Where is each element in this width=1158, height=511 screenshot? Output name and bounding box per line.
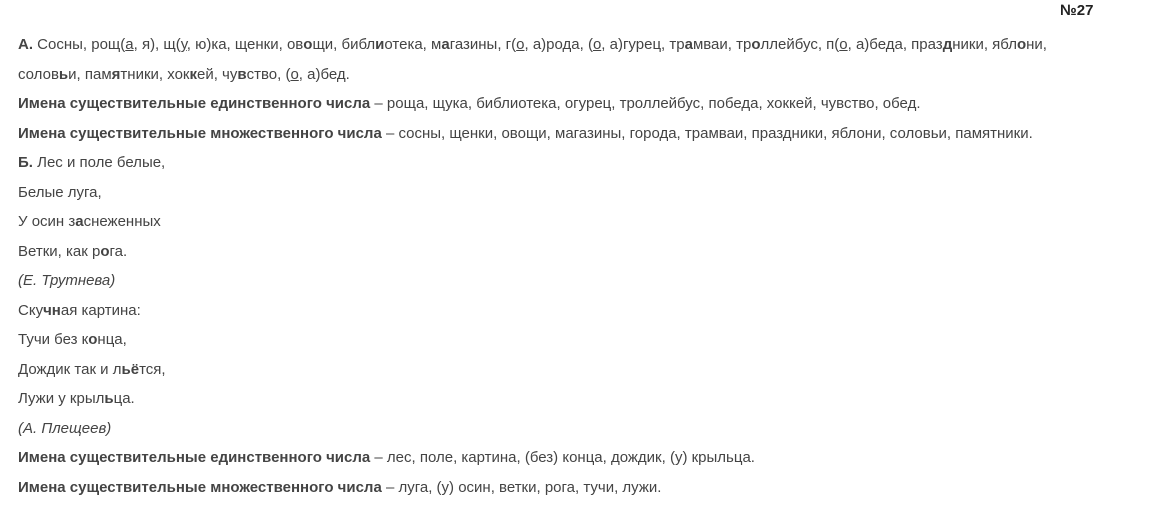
text-run: Тучи без к [18, 331, 89, 348]
bold-letter: ь [58, 65, 69, 83]
text-run: , ю)ка, щенки, ов [186, 36, 304, 53]
poem2-line-2 [18, 325, 1148, 355]
text-run: Дождик так и л [18, 360, 122, 378]
text-run: тники, хок [120, 65, 190, 83]
text-run: ца. [113, 390, 135, 407]
part-a-plural-label: Имена существительные множественного числа [18, 124, 382, 142]
bold-letter: о [100, 242, 110, 260]
text-run: Лужи у крыл [18, 390, 105, 407]
poem2-author: (А. Плещеев) [18, 419, 112, 437]
bold-letter: о [303, 36, 313, 53]
text-run: , я), щ( [133, 36, 181, 53]
part-a-plural-text: – сосны, щенки, овощи, магазины, города, трамваи, праздники, яблони, соловьи, памятники. [381, 124, 1033, 142]
bold-letter: к [189, 65, 197, 83]
text-run: га. [109, 242, 128, 260]
bold-letter: в [237, 65, 247, 83]
task-number: №27 [1060, 2, 1094, 19]
text-run: ей, чу [196, 65, 238, 83]
text-run: снеженных [83, 213, 161, 230]
bold-letter: а [75, 213, 84, 230]
text-run: Лес и поле белые, [32, 154, 166, 171]
part-b-plural-text: – луга, (у) осин, ветки, рога, тучи, лужи. [381, 478, 662, 496]
poem1-line-1 [18, 148, 1148, 178]
poem2-line-4 [18, 384, 1148, 414]
poem1-author: (Е. Трутнева) [18, 272, 116, 289]
bold-letter: д [942, 36, 953, 53]
part-b-plural-line [18, 473, 1148, 503]
bold-letter: а [441, 36, 450, 53]
bold-letter: я [111, 65, 121, 83]
text-run: Ветки, как р [18, 242, 101, 260]
part-a-label: А. [18, 36, 33, 53]
underlined-letter: а [125, 36, 134, 53]
text-run: ллейбус, п( [760, 36, 840, 53]
text-run: ство, ( [246, 65, 291, 83]
text-run: Ску [18, 301, 44, 319]
poem1-line-3 [18, 207, 1148, 237]
part-a-singular-line [18, 89, 1148, 119]
text-run: щи, библ [312, 36, 376, 53]
underlined-letter: о [592, 36, 602, 53]
underlined-letter: о [516, 36, 525, 53]
part-a-singular-text: – роща, щука, библиотека, огурец, троллейбус, победа, хоккей, чувство, обед. [370, 95, 921, 112]
part-b-label: Б. [18, 154, 33, 171]
text-run: , а)рода, ( [524, 36, 593, 53]
bold-letter: а [684, 36, 693, 53]
poem1-line-2 [18, 178, 1148, 208]
underlined-letter: о [290, 65, 299, 83]
part-b-singular-label: Имена существительные единственного числа [18, 449, 371, 466]
text-run: мваи, тр [692, 36, 752, 53]
poem1-line-1-text [33, 154, 165, 171]
text-run: отека, м [384, 36, 442, 53]
part-b-singular-text: – лес, поле, картина, (без) конца, дождик, (у) крыльца. [370, 449, 755, 466]
text-run: , а)бед. [298, 65, 350, 83]
part-a-plural-line [18, 119, 1148, 149]
text-run: ая картина: [60, 301, 141, 319]
bold-letter: чн [43, 301, 61, 319]
part-b-singular-line [18, 443, 1148, 473]
bold-letter: о [88, 331, 98, 348]
poem2-line-3 [18, 355, 1148, 385]
bold-letter: и [375, 36, 385, 53]
text-run: и, пам [68, 65, 112, 83]
text-run: нца, [97, 331, 127, 348]
underlined-letter: у [180, 36, 187, 53]
text-run: Сосны, рощ( [33, 36, 126, 53]
text-run: ни, [1026, 36, 1047, 53]
part-b-plural-label: Имена существительные множественного числа [18, 478, 382, 496]
text-run: солов [18, 65, 59, 83]
text-run: , а)беда, праз [847, 36, 943, 53]
text-run: тся, [139, 360, 166, 378]
text-run: , а)гурец, тр [601, 36, 685, 53]
text-run: У осин з [18, 213, 76, 230]
exercise-content [18, 30, 1148, 502]
text-run: газины, г( [449, 36, 517, 53]
text-run: ники, ябл [952, 36, 1017, 53]
part-a-singular-label: Имена существительные единственного числа [18, 95, 371, 112]
text-run: Белые луга, [18, 183, 102, 201]
underlined-letter: о [839, 36, 848, 53]
poem1-line-4 [18, 237, 1148, 267]
part-a-words-line2 [18, 66, 350, 83]
poem2-line-1 [18, 296, 1148, 326]
bold-letter: о [751, 36, 761, 53]
part-a-words-line1 [33, 36, 1047, 53]
bold-letter: ьё [121, 360, 140, 378]
bold-letter: ь [104, 390, 114, 407]
bold-letter: о [1016, 36, 1027, 53]
part-a-words [18, 30, 1148, 89]
